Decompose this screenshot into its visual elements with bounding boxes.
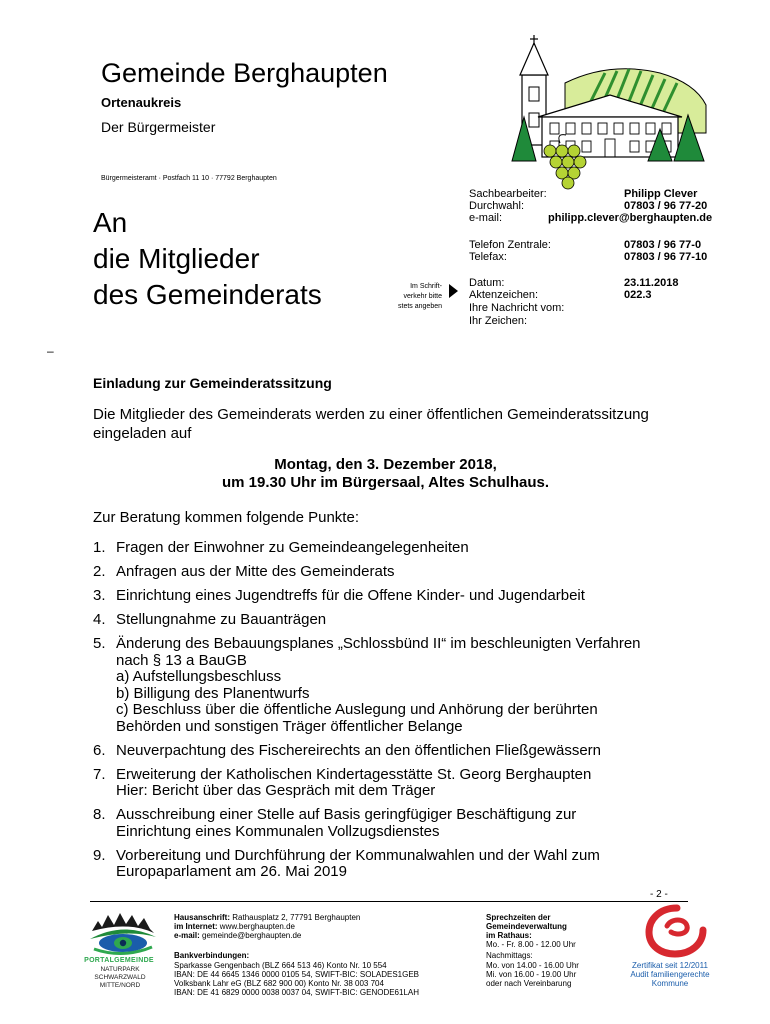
footer-label: e-mail: <box>174 931 200 940</box>
contact-value: 23.11.2018 <box>624 277 679 289</box>
certificate-line: Kommune <box>651 979 689 988</box>
addressee-line: An <box>93 207 128 238</box>
agenda-item <box>93 636 723 735</box>
agenda-text: Vorbereitung und Durchführung der Kommunalwahlen und der Wahl zum <box>116 846 600 864</box>
arrow-right-icon <box>449 284 458 298</box>
contact-value: Philipp Clever <box>624 188 698 200</box>
naturpark-line: SCHWARZWALD <box>94 974 146 981</box>
town-hall-illustration-icon <box>510 33 710 193</box>
agenda-item <box>93 612 723 629</box>
agenda-text: Anfragen aus der Mitte des Gemeinderats <box>116 563 395 580</box>
agenda-item <box>93 848 723 881</box>
agenda-text: Hier: Bericht über das Gespräch mit dem Träger <box>116 782 436 799</box>
naturpark-line: NATURPARK <box>100 966 140 973</box>
intro-paragraph <box>93 405 713 443</box>
letter-subject: Einladung zur Gemeinderatssitzung <box>93 375 332 391</box>
contact-value: 07803 / 96 77-20 <box>624 200 708 212</box>
footer-website-link[interactable]: www.berghaupten.de <box>219 922 295 931</box>
contact-label: Durchwahl: <box>469 200 525 212</box>
meeting-line: Montag, den 3. Dezember 2018, <box>274 456 497 473</box>
reference-note-line: Im Schrift- <box>410 283 442 290</box>
agenda-number: 6. <box>93 741 106 759</box>
contact-label: e-mail: <box>469 212 503 224</box>
office-hours-line: Mo. - Fr. 8.00 - 12.00 Uhr <box>486 940 576 949</box>
certificate-line: Zertifikat seit 12/2011 <box>632 961 708 970</box>
agenda-number: 4. <box>93 611 106 628</box>
footer-email-link[interactable]: gemeinde@berghaupten.de <box>202 931 302 940</box>
reference-note-line: verkehr bitte <box>403 293 442 300</box>
agenda-text: Behörden und sonstigen Träger öffentlicher Belange <box>116 717 463 735</box>
agenda-text: nach § 13 a BauGB <box>116 651 247 669</box>
office-hours-line: oder nach Vereinbarung <box>486 979 572 988</box>
agenda-text: Änderung des Bebauungsplanes „Schlossbünd II“ im beschleunigten Verfahren <box>116 635 641 652</box>
intro-line: Die Mitglieder des Gemeinderats werden zu einer öffentlichen Gemeinderatssitzung <box>93 406 649 423</box>
agenda-text: c) Beschluss über die öffentliche Auslegung und Anhörung der berührten <box>116 701 598 718</box>
office-hours-heading: Gemeindeverwaltung <box>486 922 567 931</box>
office-hours-line: Mi. von 16.00 - 19.00 Uhr <box>486 970 577 979</box>
agenda-item <box>93 540 723 557</box>
naturpark-logo-icon <box>88 909 158 957</box>
footer-value: Rathausplatz 2, 77791 Berghaupten <box>232 913 361 922</box>
fold-mark: – <box>47 344 54 358</box>
agenda-text: Neuverpachtung des Fischereirechts an den öffentlichen Fließgewässern <box>116 741 601 759</box>
agenda-item <box>93 767 723 800</box>
contact-value: 022.3 <box>624 289 652 301</box>
contact-label: Datum: <box>469 277 505 289</box>
agenda-text: Einrichtung eines Jugendtreffs für die Offene Kinder- und Jugendarbeit <box>116 587 585 604</box>
naturpark-line: MITTE/NORD <box>99 982 141 989</box>
contact-label: Ihre Nachricht vom: <box>469 302 565 314</box>
reference-note <box>380 282 442 312</box>
agenda-text: Ausschreibung einer Stelle auf Basis geringfügiger Beschäftigung zur <box>116 806 577 823</box>
office-hours-line: Nachmittags: <box>486 951 533 960</box>
contact-value: 07803 / 96 77-10 <box>624 251 708 263</box>
agenda-number: 5. <box>93 635 106 652</box>
footer-bank-line: Sparkasse Gengenbach (BLZ 664 513 46) Konto Nr. 10 554 <box>174 961 387 970</box>
agenda-text: Stellungnahme zu Bauanträgen <box>116 611 327 628</box>
agenda-text: Einrichtung eines Kommunalen Vollzugsdienstes <box>116 822 440 840</box>
agenda-intro: Zur Beratung kommen folgende Punkte: <box>93 509 359 526</box>
contact-label: Aktenzeichen: <box>469 289 539 301</box>
footer-bank-label: Bankverbindungen: <box>174 951 250 960</box>
agenda-text: a) Aufstellungsbeschluss <box>116 668 282 685</box>
contact-label: Ihr Zeichen: <box>469 315 528 327</box>
contact-label: Telefon Zentrale: <box>469 239 551 251</box>
certificate-line: Audit familiengerechte <box>630 970 710 979</box>
agenda-item <box>93 564 723 581</box>
mayor-title: Der Bürgermeister <box>101 119 216 135</box>
agenda-text: Europaparlament am 26. Mai 2019 <box>116 863 347 880</box>
footer-divider <box>90 901 688 902</box>
page-number: - 2 - <box>650 889 668 900</box>
addressee-line: des Gemeinderats <box>93 279 322 310</box>
footer-label: im Internet: <box>174 922 218 931</box>
agenda-number: 7. <box>93 765 106 783</box>
agenda-text: Erweiterung der Katholischen Kindertagesstätte St. Georg Berghaupten <box>116 765 592 783</box>
footer-bank-line: IBAN: DE 41 6829 0000 0038 0037 04, SWIFT-BIC: GENODE61LAH <box>174 988 420 997</box>
sender-address-line: Bürgermeisteramt · Postfach 11 10 · 77792 Berghaupten <box>101 175 277 182</box>
meeting-line: um 19.30 Uhr im Bürgersaal, Altes Schulhaus. <box>221 474 550 491</box>
family-audit-logo-icon <box>645 904 709 958</box>
reference-note-line: stets angeben <box>398 303 442 310</box>
agenda-item <box>93 588 723 605</box>
footer-website <box>174 922 295 931</box>
office-hours-line: Mo. von 14.00 - 16.00 Uhr <box>486 961 579 970</box>
footer-label: Hausanschrift: <box>174 913 231 922</box>
contact-email-link[interactable]: philipp.clever@berghaupten.de <box>548 212 713 224</box>
agenda-text: Fragen der Einwohner zu Gemeindeangelegenheiten <box>116 539 469 556</box>
agenda-text: b) Billigung des Planentwurfs <box>116 684 310 702</box>
agenda-number: 3. <box>93 587 106 604</box>
footer-address <box>174 913 360 922</box>
agenda-number: 2. <box>93 563 106 580</box>
contact-label: Sachbearbeiter: <box>469 188 547 200</box>
agenda-item <box>93 743 723 760</box>
municipality-name: Gemeinde Berghaupten <box>101 58 388 88</box>
agenda-number: 1. <box>93 539 106 556</box>
addressee-line: die Mitglieder <box>93 243 260 274</box>
agenda-number: 8. <box>93 806 106 823</box>
contact-value: 07803 / 96 77-0 <box>624 239 702 251</box>
footer-bank-line: IBAN: DE 44 6645 1346 0000 0105 54, SWIFT-BIC: SOLADES1GEB <box>174 970 420 979</box>
portalgemeinde-label: PORTALGEMEINDE <box>84 957 154 964</box>
meeting-date <box>93 456 678 492</box>
addressee-block <box>93 205 322 313</box>
contact-label: Telefax: <box>469 251 507 263</box>
office-hours-heading: im Rathaus: <box>486 931 532 940</box>
naturpark-label <box>80 966 160 990</box>
intro-line: eingeladen auf <box>93 425 192 442</box>
office-hours-heading: Sprechzeiten der <box>486 913 551 922</box>
agenda-item <box>93 807 723 840</box>
agenda-list <box>93 540 723 888</box>
footer-bank-line: Volksbank Lahr eG (BLZ 682 900 00) Konto Nr. 38 003 704 <box>174 979 384 988</box>
district-name: Ortenaukreis <box>101 95 182 110</box>
footer-email <box>174 931 301 940</box>
agenda-number: 9. <box>93 846 106 864</box>
certificate-label <box>620 961 720 988</box>
